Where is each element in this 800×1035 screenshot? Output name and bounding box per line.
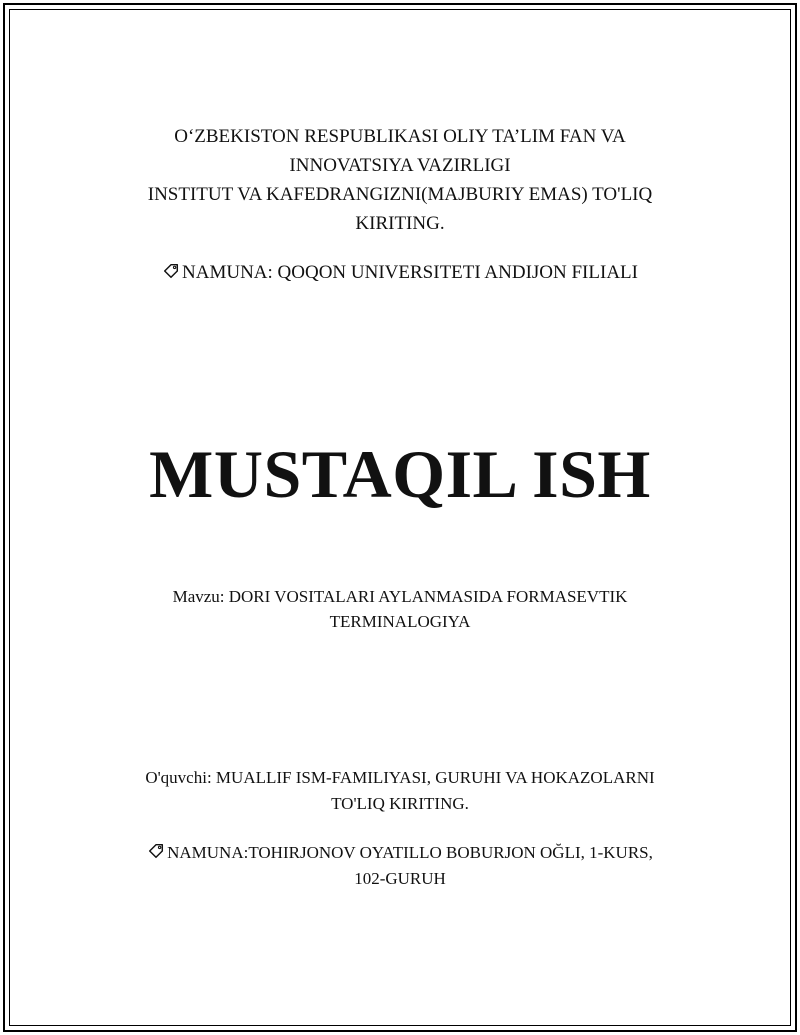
tag-icon: [162, 262, 180, 280]
author-line-2: TO'LIQ KIRITING.: [331, 794, 469, 813]
header-line-4: KIRITING.: [355, 213, 445, 234]
topic-line-2: TERMINALOGIYA: [329, 612, 471, 631]
author-sample-text-1: NAMUNA:TOHIRJONOV OYATILLO BOBURJON OĞLI, 1-KURS,: [167, 843, 653, 862]
institution-sample: [0, 258, 800, 287]
topic-block: [0, 584, 800, 634]
author-line-1: O'quvchi: MUALLIF ISM-FAMILIYASI, GURUHI VA HOKAZOLARNI: [145, 768, 655, 787]
author-sample: [0, 840, 800, 892]
header-line-2: INNOVATSIYA VAZIRLIGI: [289, 155, 511, 176]
author-sample-line-2: 102-GURUH: [354, 869, 446, 888]
institution-sample-text: NAMUNA: QOQON UNIVERSITETI ANDIJON FILIALI: [182, 262, 638, 283]
header-line-1: O‘ZBEKISTON RESPUBLIKASI OLIY TA’LIM FAN VA: [174, 126, 626, 147]
header-line-3: INSTITUT VA KAFEDRANGIZNI(MAJBURIY EMAS) TO'LIQ: [147, 184, 653, 205]
tag-icon: [147, 842, 165, 860]
topic-line-1: Mavzu: DORI VOSITALARI AYLANMASIDA FORMASEVTIK: [172, 587, 628, 606]
author-sample-line-1: [0, 840, 800, 866]
document-title: MUSTAQIL ISH: [149, 436, 651, 512]
author-block: [0, 765, 800, 817]
institution-header: [0, 122, 800, 238]
